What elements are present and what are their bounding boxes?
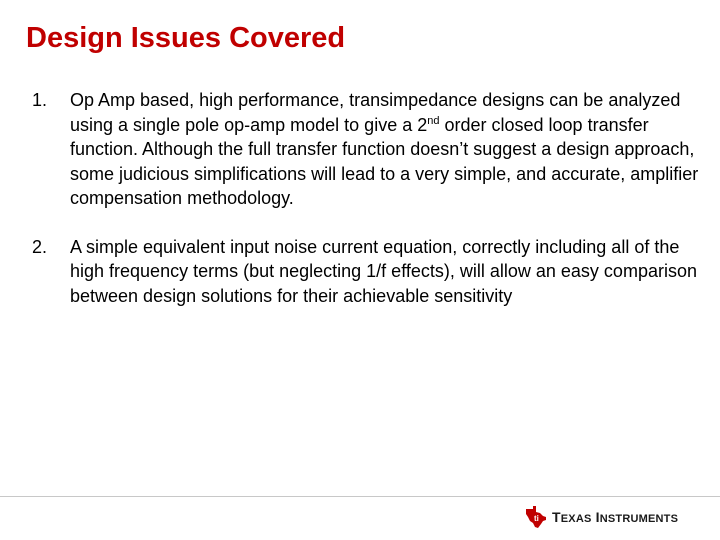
list-item-text-part: order closed loop transfer function. Although the full transfer function doesn’t suggest a design approach, some judicious simplifications will lead to a very simple, and accurate, amplifier compensation methodology. bbox=[70, 114, 699, 208]
list-item-text bbox=[70, 90, 698, 208]
texas-state-logo-icon bbox=[524, 505, 548, 529]
list-item-number: 1. bbox=[32, 90, 48, 110]
list-item bbox=[32, 235, 700, 309]
list-item-text-part: Op Amp based, high performance, transimpedance designs can be analyzed using a single pole op-amp model to give a 2 bbox=[70, 90, 681, 135]
list-item bbox=[32, 88, 700, 211]
footer-divider bbox=[0, 496, 720, 497]
ordinal-superscript: nd bbox=[427, 114, 440, 127]
svg-text:ti: ti bbox=[534, 514, 539, 523]
list-item-text: A simple equivalent input noise current equation, correctly including all of the high frequency terms (but neglecting 1/f effects), will allow an easy comparison between design solutions for their achievable sensitivity bbox=[70, 236, 697, 306]
slide-title: Design Issues Covered bbox=[26, 22, 346, 54]
logo-wordmark: TEXAS INSTRUMENTS bbox=[552, 509, 679, 525]
issue-list bbox=[32, 88, 700, 332]
company-logo bbox=[524, 505, 678, 529]
list-item-number: 2. bbox=[32, 236, 48, 257]
